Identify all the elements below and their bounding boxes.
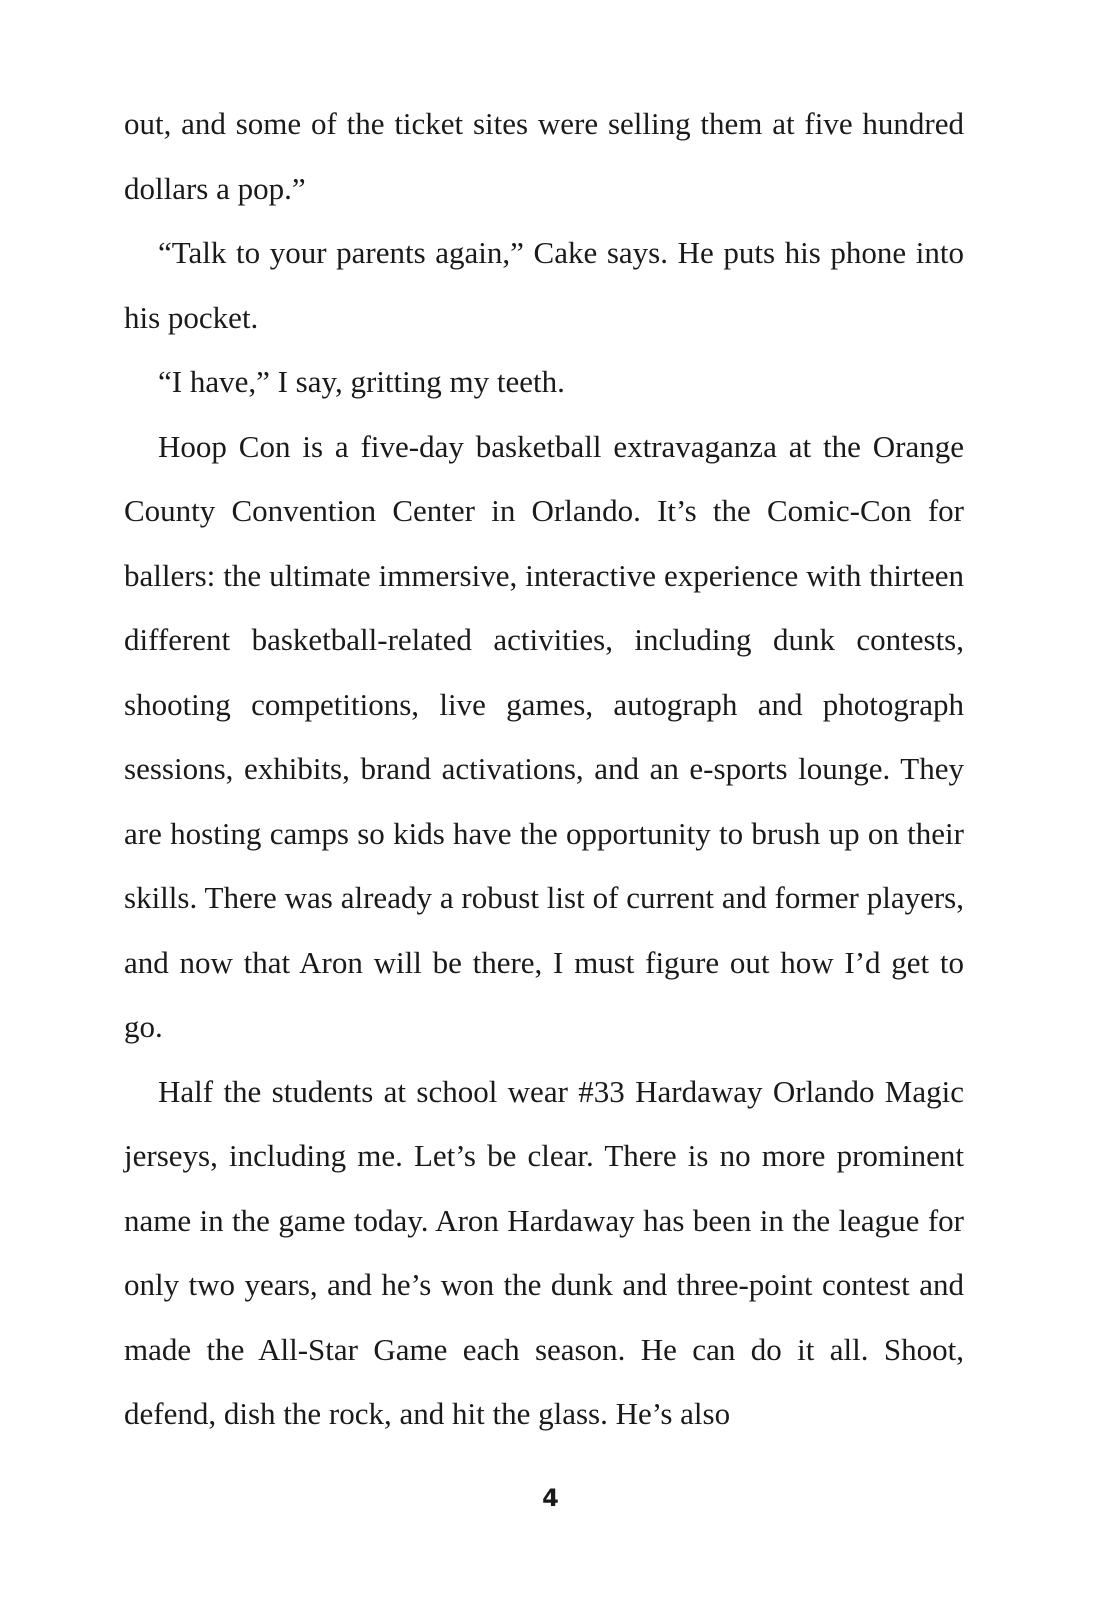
paragraph-3: “I have,” I say, gritting my teeth.: [158, 364, 565, 399]
page-number: 4: [542, 1484, 559, 1512]
paragraph-1: out, and some of the ticket sites were selling them at five hundred dollars a pop.”: [124, 106, 964, 206]
paragraph-2: “Talk to your parents again,” Cake says. He puts his phone into his pocket.: [124, 235, 964, 335]
paragraph-5: Half the students at school wear #33 Hardaway Orlando Magic jerseys, including me. Let’s be clear. There is no more prominent name in the game today. Aron Hardaway has been in the league for only two years, and he’s won the dunk and three-point contest and made the All-Star Game each season. He can do it all. Shoot, defend, dish the rock, and hit the glass. He’s also: [124, 1073, 964, 1431]
body-text: [124, 92, 964, 1447]
paragraph-4: Hoop Con is a five-day basketball extravaganza at the Orange County Convention Center in Orlando. It’s the Comic-Con for ballers: the ultimate immersive, interactive experience with thirteen different basketball-related activities, including dunk contests, shooting competitions, live games, autograph and photograph sessions, exhibits, brand activations, and an e-sports lounge. They are hosting camps so kids have the opportunity to brush up on their skills. There was already a robust list of current and former players, and now that Aron will be there, I must figure out how I’d get to go.: [124, 428, 964, 1044]
